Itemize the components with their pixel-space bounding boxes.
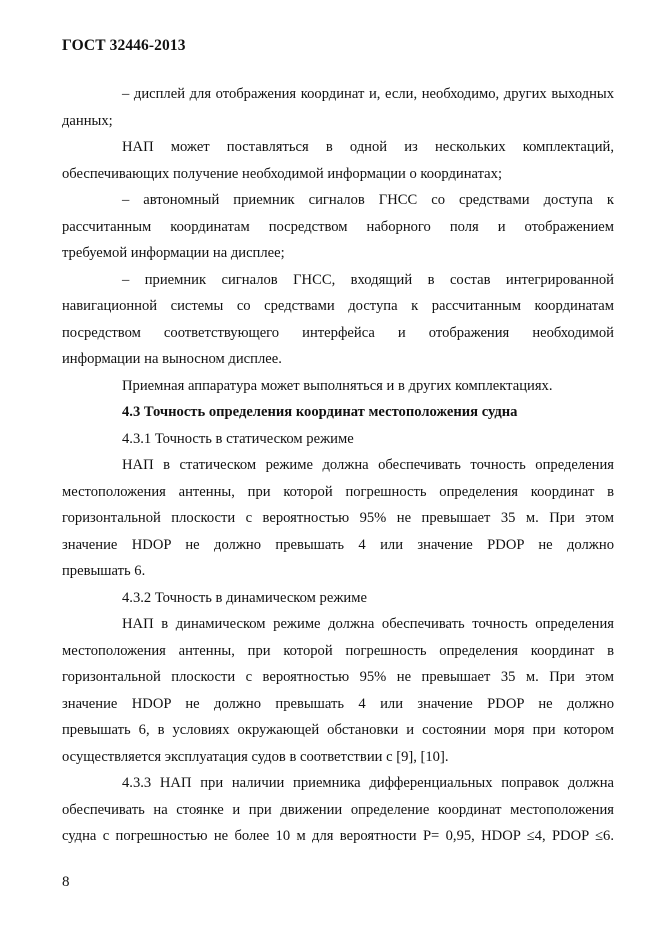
text-line: 4.3.1 Точность в статическом режиме bbox=[122, 430, 354, 447]
text-line: посредством соответствующего интерфейса и отображения необходимой bbox=[62, 324, 614, 341]
paragraph-display-item bbox=[62, 81, 614, 134]
paragraph-configurations bbox=[62, 134, 614, 187]
subsection-heading-4-3-1 bbox=[62, 426, 614, 453]
paragraph-integrated-receiver bbox=[62, 267, 614, 373]
text-line: НАП в динамическом режиме должна обеспечивать точность определения bbox=[122, 616, 614, 632]
text-line: данных; bbox=[62, 112, 113, 129]
text-line: – приемник сигналов ГНСС, входящий в состав интегрированной bbox=[122, 271, 614, 288]
text-line: информации на выносном дисплее. bbox=[62, 351, 282, 367]
text-line: местоположения антенны, при которой погрешность определения координат в bbox=[62, 483, 614, 500]
text-line: НАП может поставляться в одной из нескольких комплектаций, bbox=[122, 139, 614, 155]
text-line: рассчитанным координатам посредством наборного поля и отображением bbox=[62, 218, 614, 235]
document-header: ГОСТ 32446-2013 bbox=[62, 37, 186, 54]
paragraph-autonomous-receiver bbox=[62, 187, 614, 267]
text-line: 4.3.2 Точность в динамическом режиме bbox=[122, 589, 367, 606]
document-body bbox=[62, 81, 614, 850]
text-line: превышать 6. bbox=[62, 563, 146, 579]
text-line: значение HDOP не должно превышать 4 или значение PDOP не должно bbox=[62, 695, 614, 712]
text-line: НАП в статическом режиме должна обеспечивать точность определения bbox=[122, 457, 614, 473]
text-line: обеспечивающих получение необходимой информации о координатах; bbox=[62, 165, 503, 182]
text-line: 4.3 Точность определения координат местоположения судна bbox=[122, 404, 518, 420]
text-line: навигационной системы со средствами доступа к рассчитанным координатам bbox=[62, 298, 614, 314]
paragraph-dynamic-accuracy bbox=[62, 611, 614, 770]
page-number: 8 bbox=[62, 874, 70, 890]
text-line: – автономный приемник сигналов ГНСС со средствами доступа к bbox=[122, 192, 614, 208]
text-line: значение HDOP не должно превышать 4 или значение PDOP не должно bbox=[62, 536, 614, 553]
text-line: судна с погрешностью не более 10 м для вероятности P= 0,95, HDOP ≤4, PDOP ≤6. bbox=[62, 828, 614, 844]
paragraph-static-accuracy bbox=[62, 452, 614, 585]
subsection-heading-4-3-2 bbox=[62, 585, 614, 612]
text-line: Приемная аппаратура может выполняться и в других комплектациях. bbox=[122, 377, 553, 394]
text-line: требуемой информации на дисплее; bbox=[62, 245, 285, 261]
text-line: горизонтальной плоскости с вероятностью 95% не превышает 35 м. При этом bbox=[62, 510, 614, 526]
text-line: местоположения антенны, при которой погрешность определения координат в bbox=[62, 642, 614, 659]
paragraph-other-configurations bbox=[62, 373, 614, 400]
section-heading-4-3 bbox=[62, 399, 614, 426]
text-line: обеспечивать на стоянке и при движении определение координат местоположения bbox=[62, 801, 614, 818]
text-line: осуществляется эксплуатация судов в соответствии с [9], [10]. bbox=[62, 748, 449, 765]
text-line: 4.3.3 НАП при наличии приемника дифференциальных поправок должна bbox=[122, 775, 614, 791]
paragraph-differential-corrections bbox=[62, 770, 614, 850]
text-line: горизонтальной плоскости с вероятностью 95% не превышает 35 м. При этом bbox=[62, 669, 614, 685]
text-line: – дисплей для отображения координат и, если, необходимо, других выходных bbox=[122, 86, 614, 102]
text-line: превышать 6, в условиях окружающей обстановки и состоянии моря при котором bbox=[62, 722, 614, 738]
